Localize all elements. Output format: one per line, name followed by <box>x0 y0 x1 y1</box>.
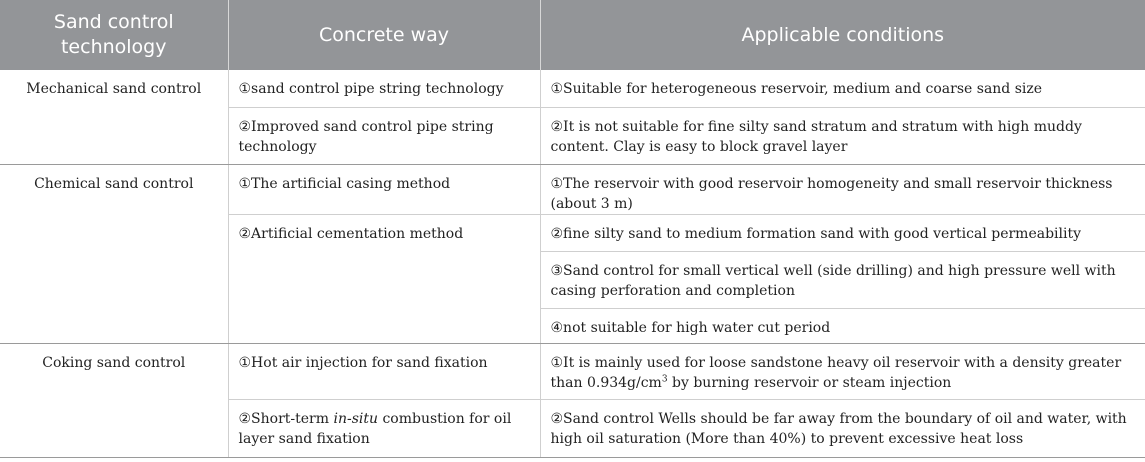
condition-cell: ④not suitable for high water cut period <box>540 308 1145 343</box>
condition-cell: ③Sand control for small vertical well (side drilling) and high pressure well with casing perforation and completion <box>540 251 1145 308</box>
way-cell-insitu <box>228 399 540 457</box>
condition-text: ①It is mainly used for loose sandstone heavy oil reservoir with a density greater than 0.934g/cm <box>550 354 1122 391</box>
header-row <box>0 0 1145 70</box>
table-body <box>0 70 1145 457</box>
way-italic: in-situ <box>333 410 378 427</box>
header-concrete-way: Concrete way <box>228 0 540 70</box>
way-text: combustion for oil layer sand fixation <box>238 410 512 447</box>
way-cell: ②Artificial cementation method <box>228 214 540 343</box>
superscript: 3 <box>661 373 668 384</box>
technology-chemical: Chemical sand control <box>0 164 228 343</box>
condition-cell: ①The reservoir with good reservoir homogeneity and small reservoir thickness (about 3 m) <box>540 164 1145 214</box>
way-cell: ①Hot air injection for sand fixation <box>228 343 540 399</box>
condition-text: by burning reservoir or steam injection <box>667 374 952 391</box>
way-cell: ①sand control pipe string technology <box>228 70 540 107</box>
technology-mechanical: Mechanical sand control <box>0 70 228 164</box>
condition-cell: ②It is not suitable for fine silty sand stratum and stratum with high muddy content. Clay is easy to block gravel layer <box>540 107 1145 164</box>
condition-cell: ②fine silty sand to medium formation sand with good vertical permeability <box>540 214 1145 251</box>
way-text: ②Short-term <box>238 410 334 427</box>
table-row <box>0 343 1145 399</box>
condition-cell-density <box>540 343 1145 399</box>
way-cell: ②Improved sand control pipe string technology <box>228 107 540 164</box>
technology-coking: Coking sand control <box>0 343 228 457</box>
header-applicable-conditions: Applicable conditions <box>540 0 1145 70</box>
condition-cell: ②Sand control Wells should be far away from the boundary of oil and water, with high oil saturation (More than 40%) to prevent excessive heat loss <box>540 399 1145 457</box>
table-row <box>0 164 1145 214</box>
condition-cell: ①Suitable for heterogeneous reservoir, medium and coarse sand size <box>540 70 1145 107</box>
way-cell: ①The artificial casing method <box>228 164 540 214</box>
table-row <box>0 70 1145 107</box>
table-header <box>0 0 1145 70</box>
header-technology: Sand control technology <box>0 0 228 70</box>
